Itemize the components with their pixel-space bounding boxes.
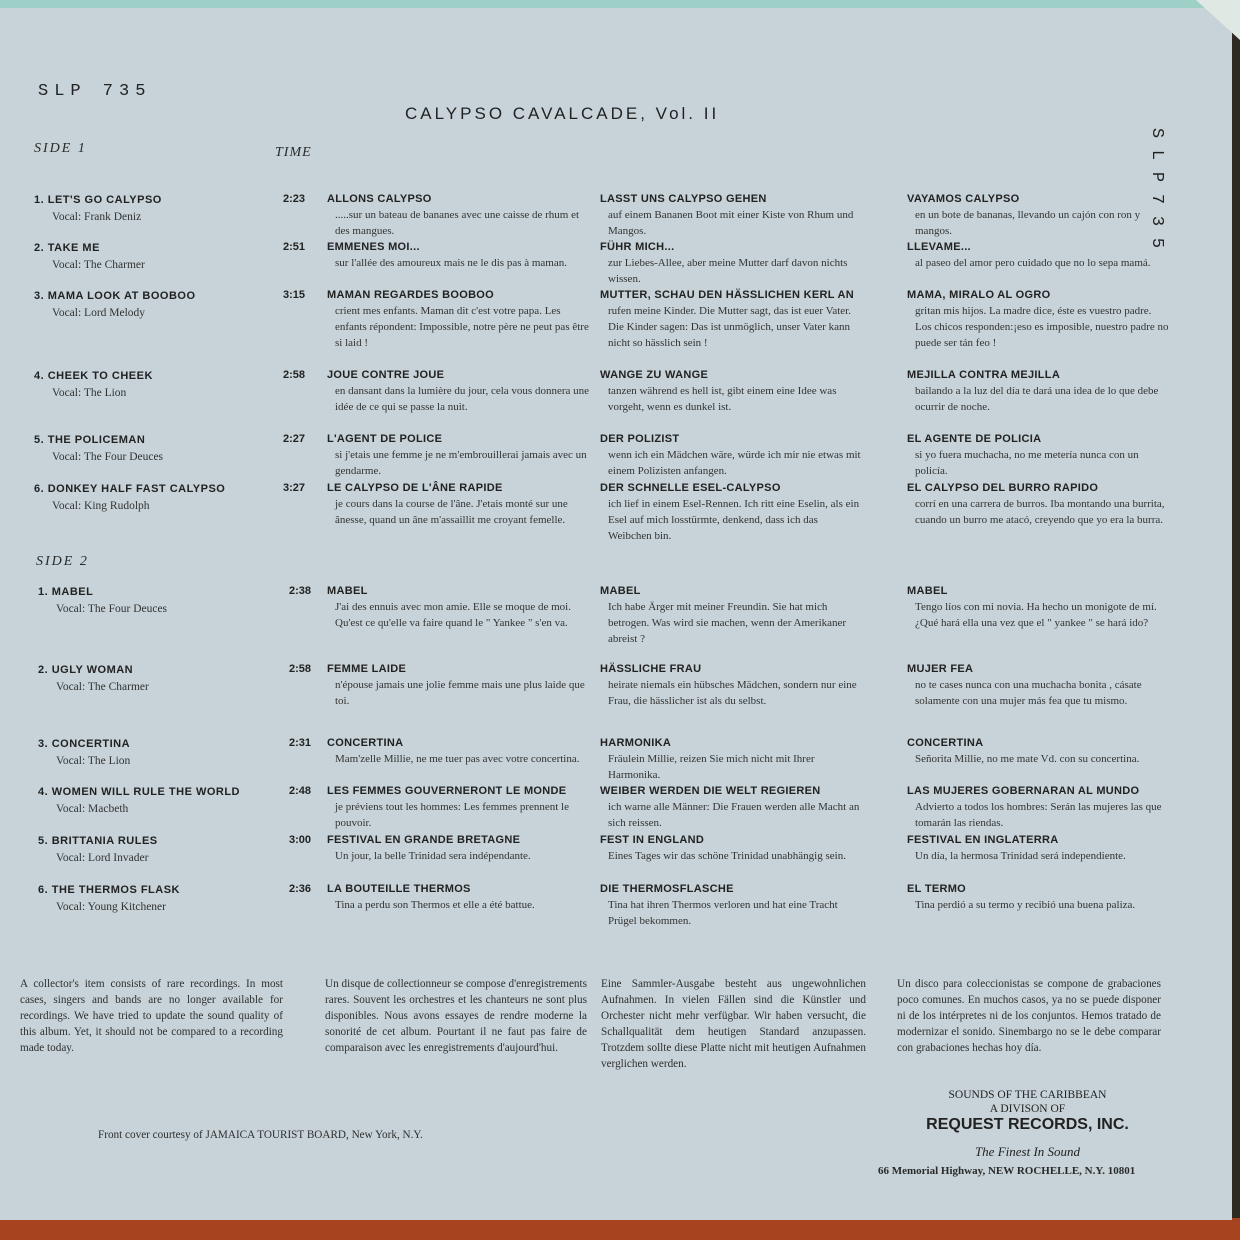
translation-text-french: Mam'zelle Millie, ne me tuer pas avec votre concertina. (335, 753, 580, 765)
label-line-1: SOUNDS OF THE CARIBBEAN (948, 1089, 1107, 1101)
track-time: 3:00 (289, 834, 312, 846)
track-time: 2:48 (289, 785, 312, 797)
translation-text-french: crient mes enfants. Maman dit c'est votre papa. Les enfants répondent: Impossible, notre père ne peut pas être si laid ! (335, 305, 589, 349)
translation-text-french: Un jour, la belle Trinidad sera indépendante. (335, 850, 531, 862)
translation-text-spanish: corrí en una carrera de burros. Iba montando una burrita, cuando un burro me atacó, creyendo que yo era la burra. (915, 498, 1165, 526)
translation-text-german: Ich habe Ärger mit meiner Freundin. Sie hat mich betrogen. Was wird sie machen, wenn der Amerikaner abreist ? (608, 601, 847, 645)
track-time: 3:15 (283, 289, 306, 301)
translation-text-german: zur Liebes-Allee, aber meine Mutter darf davon nichts wissen. (608, 257, 848, 285)
translation-title-french: FEMME LAIDE (327, 663, 407, 675)
side-2-heading: SIDE 2 (36, 554, 89, 569)
translation-title-french: L'AGENT DE POLICE (327, 433, 443, 445)
translation-german (600, 583, 862, 647)
translation-spanish (907, 583, 1169, 631)
track-time: 2:58 (283, 369, 306, 381)
catalog-char: 7 (1147, 193, 1166, 205)
translation-text-spanish: Tengo líos con mi novia. Ha hecho un monigote de mí. ¿Qué hará ella una vez que el " yankee " se hará ido? (915, 601, 1157, 629)
translation-title-german: WEIBER WERDEN DIE WELT REGIEREN (600, 785, 821, 797)
track-time: 2:23 (283, 193, 306, 205)
translation-text-spanish: Señorita Millie, no me mate Vd. con su concertina. (915, 753, 1140, 765)
translation-french (327, 239, 589, 271)
translation-text-french: je cours dans la course de l'âne. J'etais monté sur une ânesse, quand un âne m'assaillit me croyant femelle. (335, 498, 568, 526)
time-heading: TIME (275, 145, 312, 160)
album-edge-bottom (0, 1218, 1240, 1240)
note-french: Un disque de collectionneur se compose d'enregistrements rares. Souvent les orchestres et les chanteurs ne sont plus disponibles. Nous avons essayes de rendre moderne la sonorité de cet album. Pourtant il ne faut pas faire de comparaison avec les enregistrements d'aujourd'hui. (325, 978, 587, 1054)
translation-title-german: FEST IN ENGLAND (600, 834, 705, 846)
translation-spanish (907, 480, 1169, 528)
translation-title-spanish: LAS MUJERES GOBERNARAN AL MUNDO (907, 785, 1140, 797)
note-english: A collector's item consists of rare recordings. In most cases, singers and bands are no longer available for recordings. We have tried to update the sound quality of this album. Yet, it should not be compared to a recording made today. (20, 978, 283, 1054)
track-time: 2:27 (283, 433, 306, 445)
track-title: 6. DONKEY HALF FAST CALYPSO (34, 483, 226, 495)
translation-german (600, 191, 862, 239)
translation-title-spanish: FESTIVAL EN INGLATERRA (907, 834, 1059, 846)
translation-title-spanish: CONCERTINA (907, 737, 984, 749)
translation-text-spanish: al paseo del amor pero cuidado que no lo sepa mamá. (915, 257, 1151, 269)
translation-text-spanish: bailando a la luz del día te dará una idea de lo que debe ocurrir de noche. (915, 385, 1159, 413)
translation-text-french: .....sur un bateau de bananes avec une caisse de rhum et des mangues. (335, 209, 580, 237)
translation-title-german: DER SCHNELLE ESEL-CALYPSO (600, 482, 781, 494)
track-vocal: Vocal: Macbeth (56, 803, 129, 815)
translation-german (600, 287, 862, 351)
translation-text-spanish: no te cases nunca con una muchacha bonita , cásate solamente con una mujer más fea que tu mismo. (915, 679, 1142, 707)
translation-title-german: FÜHR MICH... (600, 241, 675, 253)
translation-french (327, 583, 589, 631)
label-address: 66 Memorial Highway, NEW ROCHELLE, N.Y. 10801 (878, 1165, 1136, 1177)
translation-title-spanish: LLEVAME... (907, 241, 971, 253)
translation-spanish (907, 881, 1169, 913)
track-vocal: Vocal: King Rudolph (52, 500, 150, 512)
translation-french (327, 367, 589, 415)
track-title: 3. CONCERTINA (38, 738, 131, 750)
label-line-2: A DIVISON OF (989, 1103, 1066, 1115)
cover-credit: Front cover courtesy of JAMAICA TOURIST BOARD, New York, N.Y. (98, 1129, 423, 1141)
catalog-char: L (1147, 149, 1166, 161)
translation-german (600, 367, 862, 415)
translation-title-spanish: EL CALYPSO DEL BURRO RAPIDO (907, 482, 1099, 494)
translation-text-spanish: en un bote de bananas, llevando un cajón con ron y mangos. (915, 209, 1141, 237)
translation-title-french: LES FEMMES GOUVERNERONT LE MONDE (327, 785, 567, 797)
translation-french (327, 832, 589, 864)
translation-title-german: HARMONIKA (600, 737, 672, 749)
translation-text-german: heirate niemals ein hübsches Mädchen, sondern nur eine Frau, die hässlicher ist als du selbst. (608, 679, 857, 707)
record-company: REQUEST RECORDS, INC. (926, 1116, 1129, 1133)
catalog-char: 5 (1147, 237, 1166, 249)
translation-text-spanish: gritan mis hijos. La madre dice, éste es vuestro padre. Los chicos responden:¡eso es imposible, nuestro padre no puede ser tán feo ! (915, 305, 1169, 349)
translation-german (600, 881, 862, 929)
translation-text-french: je préviens tout les hommes: Les femmes prennent le pouvoir. (335, 801, 569, 829)
translation-spanish (907, 832, 1169, 864)
track-title: 1. MABEL (38, 586, 94, 598)
translation-title-spanish: EL AGENTE DE POLICIA (907, 433, 1042, 445)
track-time: 2:36 (289, 883, 312, 895)
translation-german (600, 431, 862, 479)
translation-title-german: LASST UNS CALYPSO GEHEN (600, 193, 767, 205)
translation-title-spanish: MABEL (907, 585, 948, 597)
label-division (905, 1088, 1150, 1116)
track-title: 6. THE THERMOS FLASK (38, 884, 181, 896)
track-vocal: Vocal: The Lion (56, 755, 131, 767)
translation-text-french: si j'etais une femme je ne m'embrouillerai jamais avec un gendarme. (335, 449, 587, 477)
track-time: 2:31 (289, 737, 312, 749)
track-title: 3. MAMA LOOK AT BOOBOO (34, 290, 196, 302)
track-time: 2:38 (289, 585, 312, 597)
translation-title-french: JOUE CONTRE JOUE (327, 369, 445, 381)
note-german: Eine Sammler-Ausgabe besteht aus ungewohnlichen Aufnahmen. In vielen Fällen sind die Künstler und Orchester nicht mehr verfügbar. Wir haben versucht, die Schallqualität dem heutigen Standard anzupassen. Trotzdem sollte diese Platte nicht mit heutigen Aufnahmen verglichen werden. (601, 978, 866, 1070)
translation-french (327, 191, 589, 239)
track-vocal: Vocal: The Four Deuces (52, 451, 164, 463)
translation-german (600, 832, 862, 864)
track-time: 2:58 (289, 663, 312, 675)
translation-title-spanish: MUJER FEA (907, 663, 974, 675)
note-spanish: Un disco para coleccionistas se compone de grabaciones poco comunes. En muchos casos, ya no se puede disponer ni de los intérpretes ni de los conjuntos. Hemos tratado de modernizar el sonido. Sinembargo no se le debe comparar con grabaciones hechas hoy día. (897, 978, 1161, 1054)
track-title: 4. WOMEN WILL RULE THE WORLD (38, 786, 241, 798)
translation-text-french: Tina a perdu son Thermos et elle a été battue. (335, 899, 535, 911)
label-slogan: The Finest In Sound (974, 1144, 1081, 1159)
track-vocal: Vocal: Lord Melody (52, 307, 146, 319)
translation-title-german: DIE THERMOSFLASCHE (600, 883, 734, 895)
translation-french (327, 431, 589, 479)
track-title: 2. UGLY WOMAN (38, 664, 134, 676)
track-vocal: Vocal: The Charmer (52, 259, 145, 271)
translation-text-french: J'ai des ennuis avec mon amie. Elle se moque de moi. Qu'est ce qu'elle va faire quand le " Yankee " s'en va. (335, 601, 571, 629)
translation-text-german: auf einem Bananen Boot mit einer Kiste von Rhum und Mangos. (608, 209, 854, 237)
translation-title-french: EMMENES MOI... (327, 241, 420, 253)
translation-title-spanish: EL TERMO (907, 883, 967, 895)
translation-spanish (907, 239, 1169, 271)
translation-french (327, 783, 589, 831)
translation-german (600, 783, 862, 831)
translation-spanish (907, 783, 1169, 831)
translation-text-spanish: si yo fuera muchacha, no me metería nunca con un policía. (915, 449, 1139, 477)
track-title: 5. BRITTANIA RULES (38, 835, 158, 847)
translation-text-spanish: Advierto a todos los hombres: Serán las mujeres las que tomarán las riendas. (915, 801, 1162, 829)
translation-title-german: MABEL (600, 585, 641, 597)
track-vocal: Vocal: The Four Deuces (56, 603, 168, 615)
track-time: 3:27 (283, 482, 306, 494)
translation-title-german: HÄSSLICHE FRAU (600, 663, 702, 675)
catalog-number: SLP 735 (38, 82, 152, 101)
translation-spanish (907, 735, 1169, 767)
translation-text-french: sur l'allée des amoureux mais ne le dis pas à maman. (335, 257, 567, 269)
translation-german (600, 661, 862, 709)
translation-french (327, 881, 589, 913)
catalog-char: P (1147, 171, 1166, 183)
track-title: 1. LET'S GO CALYPSO (34, 194, 162, 206)
translation-spanish (907, 287, 1169, 351)
track-vocal: Vocal: The Charmer (56, 681, 149, 693)
track-vocal: Vocal: Lord Invader (56, 852, 149, 864)
translation-title-spanish: MAMA, MIRALO AL OGRO (907, 289, 1051, 301)
translation-french (327, 661, 589, 709)
translation-german (600, 239, 862, 287)
catalog-char: S (1147, 127, 1166, 139)
translation-title-spanish: VAYAMOS CALYPSO (907, 193, 1020, 205)
translation-title-french: MAMAN REGARDES BOOBOO (327, 289, 495, 301)
translation-spanish (907, 367, 1169, 415)
translation-title-french: LE CALYPSO DE L'ÂNE RAPIDE (327, 482, 503, 494)
back-cover-sheet (0, 8, 1232, 1220)
translation-title-french: MABEL (327, 585, 368, 597)
track-title: 5. THE POLICEMAN (34, 434, 146, 446)
translation-text-german: ich warne alle Männer: Die Frauen werden alle Macht an sich reissen. (608, 801, 860, 829)
translation-text-german: Eines Tages wir das schöne Trinidad unabhängig sein. (608, 850, 846, 862)
translation-title-french: CONCERTINA (327, 737, 404, 749)
track-title: 4. CHEEK TO CHEEK (34, 370, 153, 382)
track-title: 2. TAKE ME (34, 242, 100, 254)
translation-text-german: tanzen während es hell ist, gibt einem eine Idee was vorgeht, wenn es dunkel ist. (608, 385, 837, 413)
translation-title-french: ALLONS CALYPSO (327, 193, 432, 205)
album-title: CALYPSO CAVALCADE, Vol. II (405, 104, 720, 123)
translation-spanish (907, 191, 1169, 239)
translation-french (327, 287, 589, 351)
translation-text-spanish: Tina perdió a su termo y recibió una buena paliza. (915, 899, 1136, 911)
translation-text-german: rufen meine Kinder. Die Mutter sagt, das ist euer Vater. Die Kinder sagen: Das ist unmöglich, unser Vater kann nicht so hässlich sein ! (608, 305, 851, 349)
track-vocal: Vocal: Young Kitchener (56, 901, 166, 913)
translation-german (600, 480, 862, 544)
translation-title-french: FESTIVAL EN GRANDE BRETAGNE (327, 834, 521, 846)
translation-title-german: WANGE ZU WANGE (600, 369, 709, 381)
track-vocal: Vocal: The Lion (52, 387, 127, 399)
track-vocal: Vocal: Frank Deniz (52, 211, 142, 223)
translation-title-german: MUTTER, SCHAU DEN HÄSSLICHEN KERL AN (600, 289, 855, 301)
track-time: 2:51 (283, 241, 306, 253)
translation-title-spanish: MEJILLA CONTRA MEJILLA (907, 369, 1061, 381)
translation-text-german: wenn ich ein Mädchen wäre, würde ich mir nie etwas mit einem Polizisten anfangen. (608, 449, 861, 477)
translation-french (327, 480, 589, 528)
translation-title-french: LA BOUTEILLE THERMOS (327, 883, 471, 895)
translation-text-french: n'épouse jamais une jolie femme mais une plus laide que toi. (335, 679, 585, 707)
translation-text-german: ich lief in einem Esel-Rennen. Ich ritt eine Eselin, als ein Esel auf mich losstürmte, denkend, dass ich das Weibchen bin. (608, 498, 860, 542)
translation-text-german: Tina hat ihren Thermos verloren und hat eine Tracht Prügel bekommen. (608, 899, 838, 927)
translation-text-german: Fräulein Millie, reizen Sie mich nicht mit Ihrer Harmonika. (608, 753, 815, 781)
translation-german (600, 735, 862, 783)
translation-french (327, 735, 589, 767)
translation-text-french: en dansant dans la lumière du jour, cela vous donnera une idée de ce qui se passe la nuit. (335, 385, 590, 413)
translation-spanish (907, 661, 1169, 709)
translation-text-spanish: Un día, la hermosa Trinidad será independiente. (915, 850, 1126, 862)
side-1-heading: SIDE 1 (34, 141, 87, 156)
catalog-char: 3 (1147, 215, 1166, 227)
translation-title-german: DER POLIZIST (600, 433, 680, 445)
translation-spanish (907, 431, 1169, 479)
